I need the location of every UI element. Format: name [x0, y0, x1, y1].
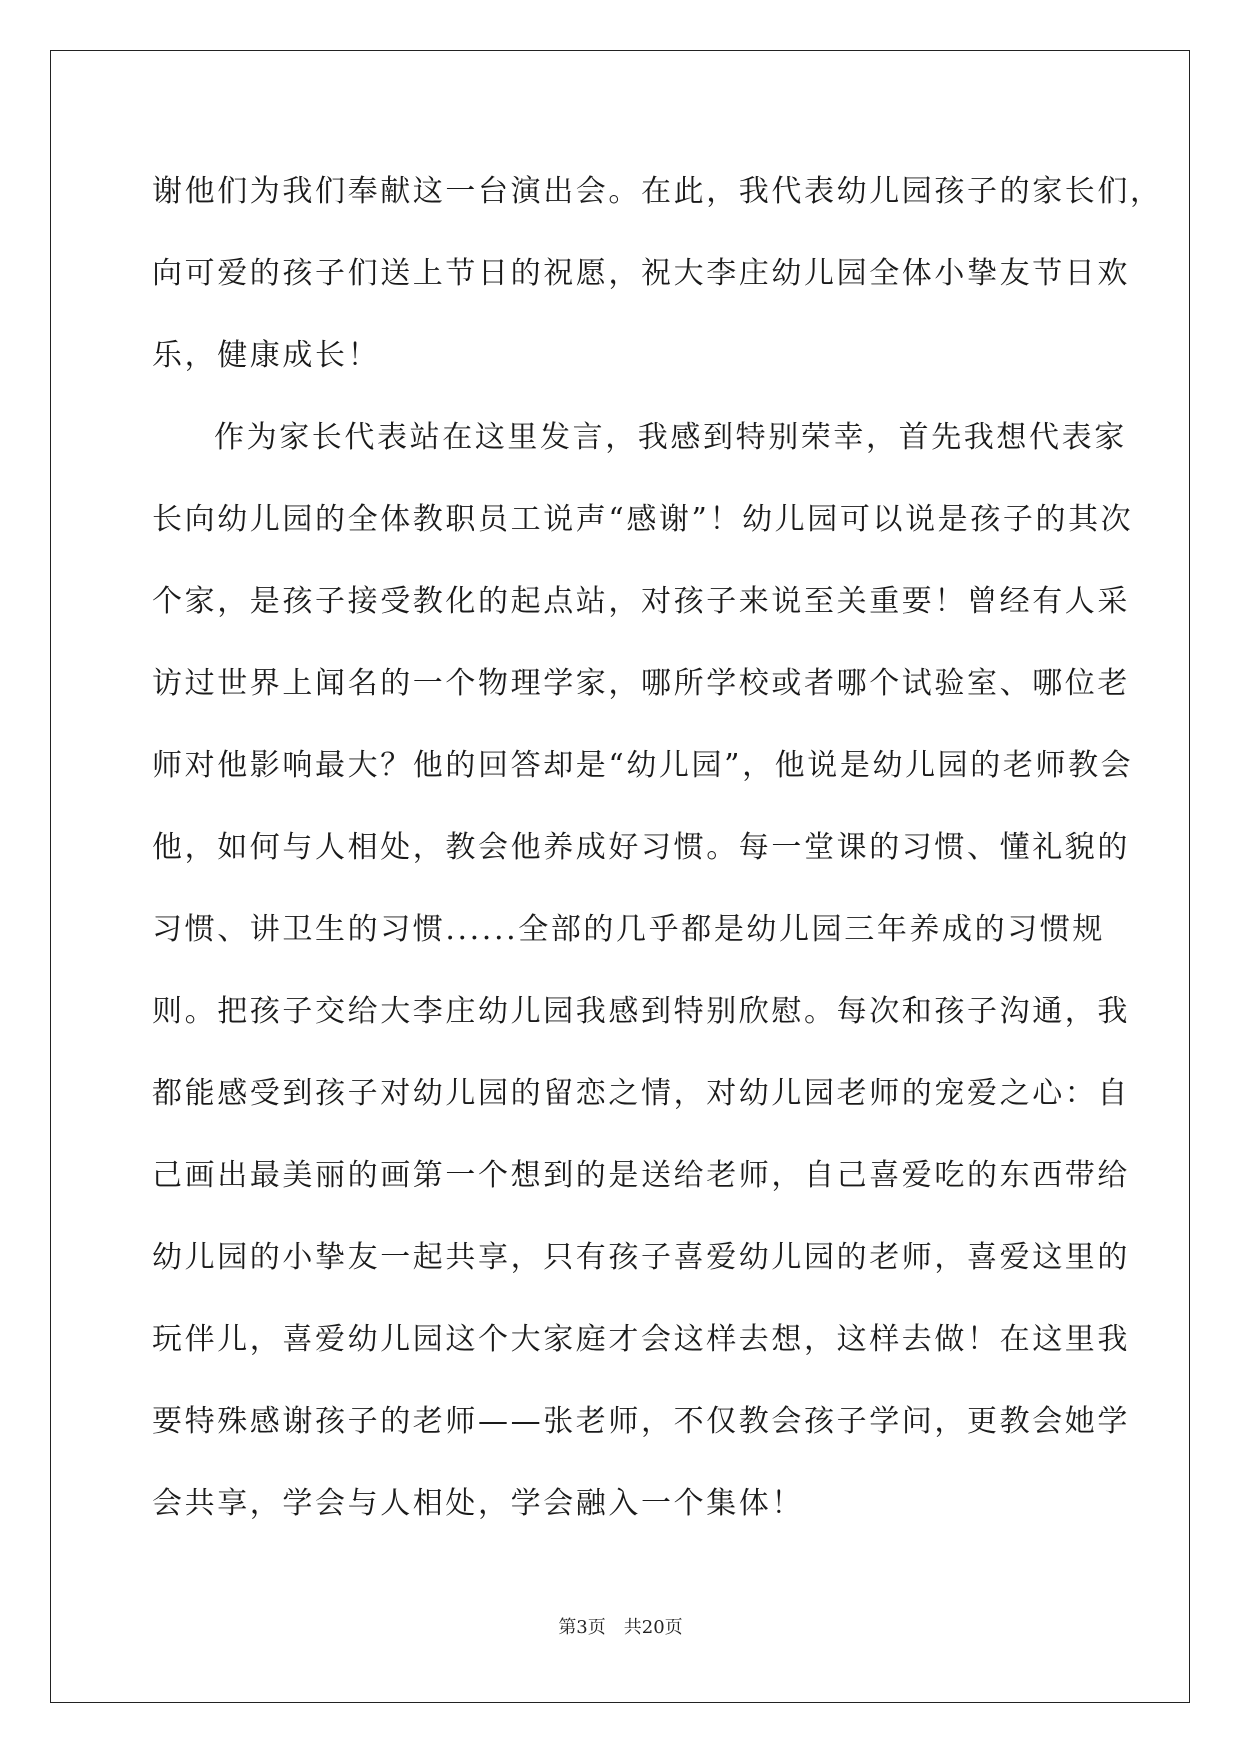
text-line: 幼儿园的小挚友一起共享，只有孩子喜爱幼儿园的老师，喜爱这里的: [152, 1240, 1130, 1275]
text-line: 习惯、讲卫生的习惯......全部的几乎都是幼儿园三年养成的习惯规: [152, 912, 1106, 947]
text-line: 会共享，学会与人相处，学会融入一个集体！: [152, 1486, 804, 1521]
page-footer: [0, 1613, 1241, 1639]
text-line: 师对他影响最大？他的回答却是“幼儿园”，他说是幼儿园的老师教会: [152, 748, 1134, 783]
text-line: 都能感受到孩子对幼儿园的留恋之情，对幼儿园老师的宠爱之心：自: [152, 1076, 1130, 1111]
text-line: 要特殊感谢孩子的老师——张老师，不仅教会孩子学问，更教会她学: [152, 1404, 1130, 1439]
paragraph-2: [152, 412, 1134, 1560]
text-line: 作为家长代表站在这里发言，我感到特别荣幸，首先我想代表家: [214, 420, 1127, 455]
paragraph-1: [152, 166, 1163, 412]
page-number-current: 第3页: [558, 1617, 606, 1638]
text-line: 谢他们为我们奉献这一台演出会。在此，我代表幼儿园孩子的家长们，: [152, 174, 1163, 209]
text-line: 己画出最美丽的画第一个想到的是送给老师，自己喜爱吃的东西带给: [152, 1158, 1130, 1193]
text-line: 乐，健康成长！: [152, 338, 381, 373]
text-line: 玩伴儿，喜爱幼儿园这个大家庭才会这样去想，这样去做！在这里我: [152, 1322, 1130, 1357]
text-line: 他，如何与人相处，教会他养成好习惯。每一堂课的习惯、懂礼貌的: [152, 830, 1130, 865]
document-body: [152, 166, 1163, 1560]
page-number-total: 共20页: [623, 1617, 683, 1638]
text-line: 长向幼儿园的全体教职员工说声“感谢”！幼儿园可以说是孩子的其次: [152, 502, 1134, 537]
text-line: 则。把孩子交给大李庄幼儿园我感到特别欣慰。每次和孩子沟通，我: [152, 994, 1130, 1029]
text-line: 向可爱的孩子们送上节日的祝愿，祝大李庄幼儿园全体小挚友节日欢: [152, 256, 1130, 291]
text-line: 访过世界上闻名的一个物理学家，哪所学校或者哪个试验室、哪位老: [152, 666, 1130, 701]
text-line: 个家，是孩子接受教化的起点站，对孩子来说至关重要！曾经有人采: [152, 584, 1130, 619]
